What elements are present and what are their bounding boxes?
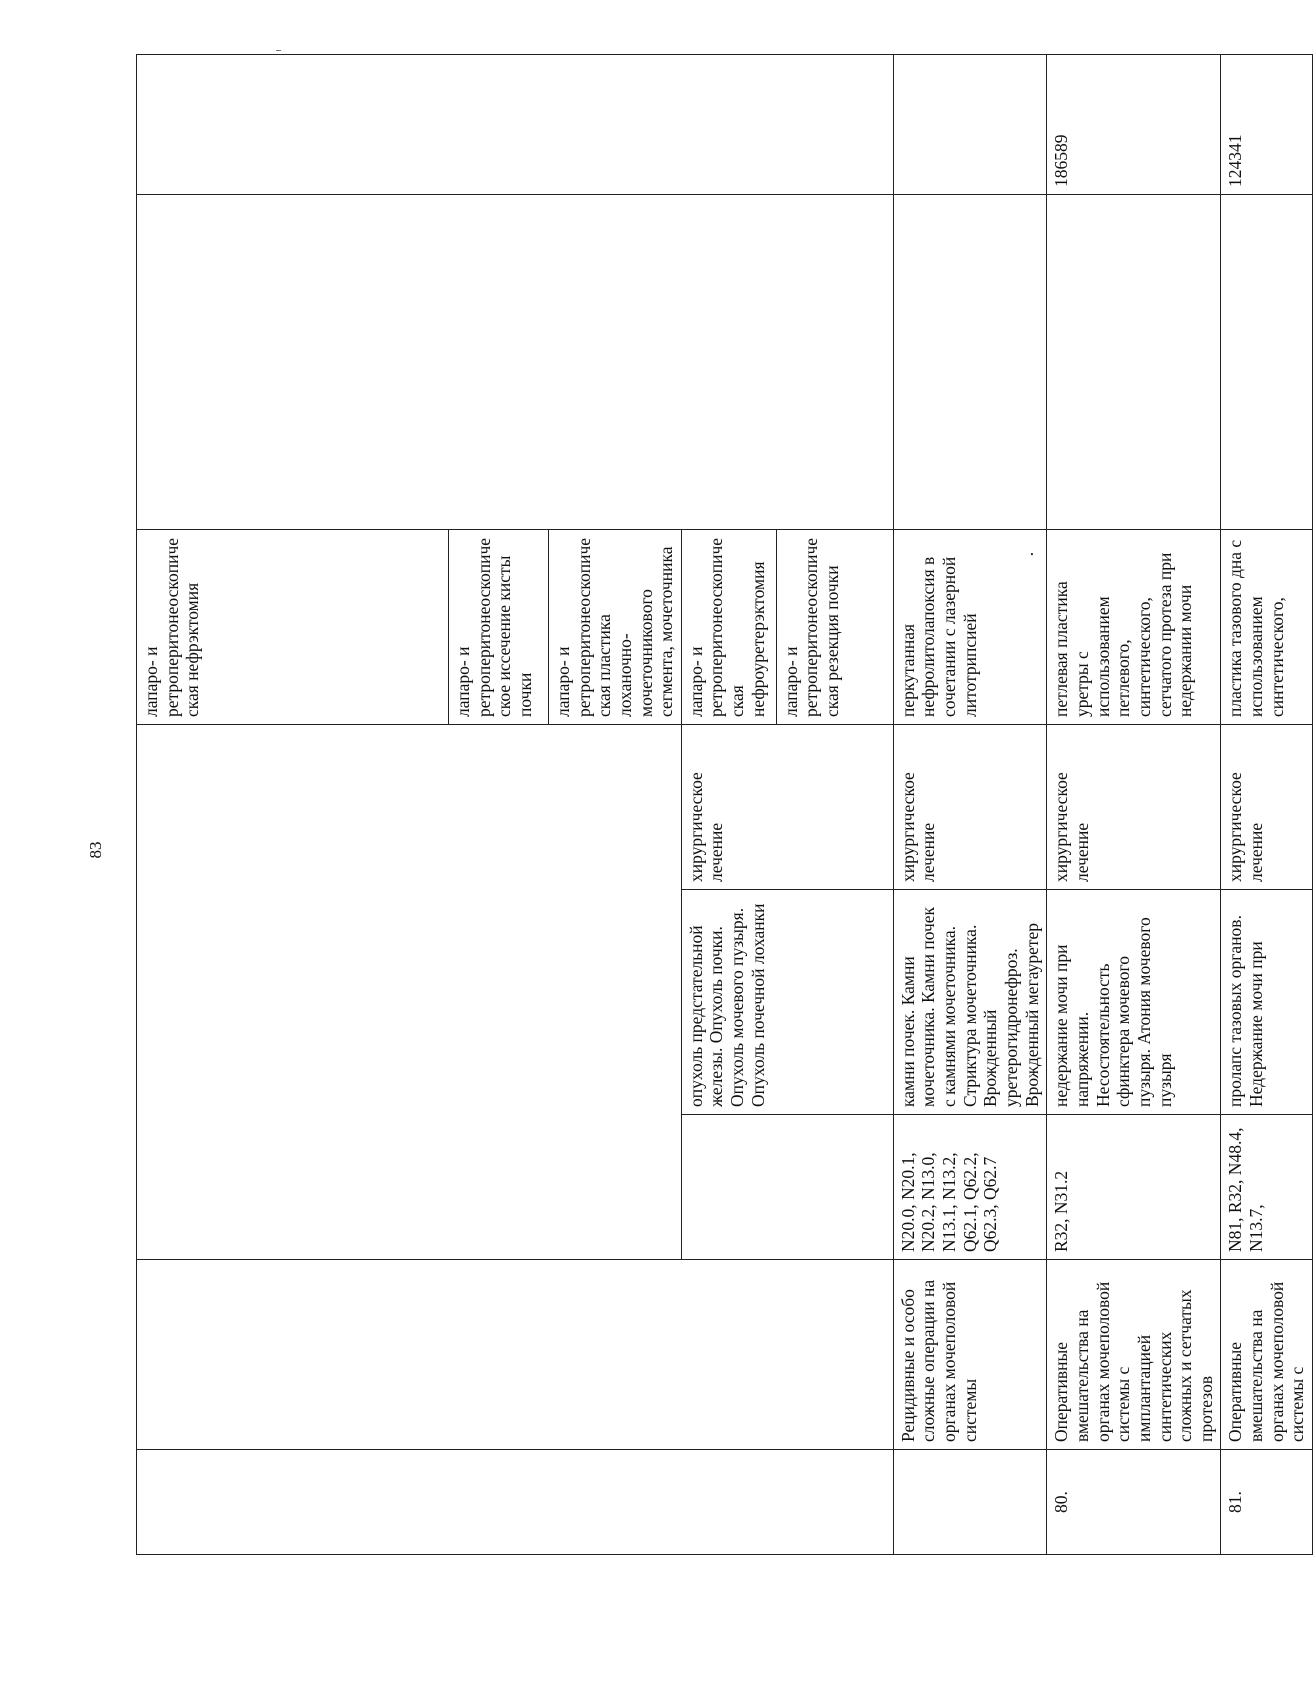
method-cell: лапаро- и ретроперитонеоскопическое иссечение кисты почки bbox=[449, 530, 549, 725]
empty-cell bbox=[137, 1260, 894, 1450]
empty-cell bbox=[137, 195, 894, 530]
scan-mark bbox=[276, 50, 281, 51]
diagnosis-cell: опухоль предстательной железы. Опухоль почки. Опухоль мочевого пузыря. Опухоль почечной лоханки bbox=[681, 890, 893, 1115]
method-cell: лапаро- и ретроперитонеоскопическая резекция почки bbox=[776, 530, 893, 725]
empty-cell bbox=[681, 1115, 893, 1260]
empty-cell bbox=[893, 195, 1046, 530]
treatment-cell: хирургическое лечение bbox=[893, 725, 1046, 890]
group-name-cell: Оперативные вмешательства на органах мочеполовой системы с имплантацией синтетических сложных и сетчатых протезов bbox=[1047, 1260, 1221, 1450]
icd-codes-cell: R32, N31.2 bbox=[1047, 1115, 1221, 1260]
icd-codes-cell: N20.0, N20.1, N20.2, N13.0, N13.1, N13.2, Q62.1, Q62.2, Q62.3, Q62.7 bbox=[893, 1115, 1046, 1260]
cost-cell: 124341 bbox=[1221, 55, 1313, 195]
table-row bbox=[1221, 55, 1313, 1555]
method-text: перкутанная нефролитолапоксия в сочетании с лазерной литотрипсией bbox=[897, 556, 980, 717]
table-row bbox=[137, 55, 449, 1555]
icd-codes-cell: N81, R32, N48.4, N13.7, bbox=[1221, 1115, 1313, 1260]
row-number: 80. bbox=[1047, 1450, 1221, 1555]
method-cell: лапаро- и ретроперитонеоскопическая нефроуретерэктомия bbox=[681, 530, 776, 725]
table-row bbox=[1047, 55, 1221, 1555]
row-number: 81. bbox=[1221, 1450, 1313, 1555]
empty-cell bbox=[137, 55, 894, 195]
page-number: 83 bbox=[86, 841, 105, 859]
empty-cell bbox=[893, 1450, 1046, 1555]
stray-dot: · bbox=[1021, 551, 1042, 557]
method-cell: лапаро- и ретроперитонеоскопическая пластика лоханочно-мочеточникового сегмента, мочеточника bbox=[549, 530, 682, 725]
group-name-cell: Рецидивные и особо сложные операции на органах мочеполовой системы bbox=[893, 1260, 1046, 1450]
diagnosis-cell: недержание мочи при напряжении. Несостоятельность сфинктера мочевого пузыря. Атония мочевого пузыря bbox=[1047, 890, 1221, 1115]
method-cell: лапаро- и ретроперитонеоскопическая нефрэктомия bbox=[137, 530, 449, 725]
treatment-cell: хирургическое лечение bbox=[681, 725, 893, 890]
empty-cell bbox=[1221, 195, 1313, 530]
empty-cell bbox=[137, 1450, 894, 1555]
group-name-cell: Оперативные вмешательства на органах мочеполовой системы с bbox=[1221, 1260, 1313, 1450]
treatment-table bbox=[136, 54, 1313, 1555]
diagnosis-cell: камни почек. Камни мочеточника. Камни почек с камнями мочеточника. Стриктура мочеточника. Врожденный уретерогидронефроз. Врожденный мегауретер bbox=[893, 890, 1046, 1115]
treatment-cell: хирургическое лечение bbox=[1221, 725, 1313, 890]
method-cell: петлевая пластика уретры с использованием петлевого, синтетического, сетчатого протеза при недержании мочи bbox=[1047, 530, 1221, 725]
diagnosis-cell: пролапс тазовых органов. Недержание мочи при bbox=[1221, 890, 1313, 1115]
method-cell: пластика тазового дна с использованием синтетического, bbox=[1221, 530, 1313, 725]
empty-cell bbox=[1047, 195, 1221, 530]
cost-cell: 186589 bbox=[1047, 55, 1221, 195]
empty-cell bbox=[137, 725, 682, 1260]
method-cell bbox=[893, 530, 1046, 725]
table-row bbox=[893, 55, 1046, 1555]
treatment-cell: хирургическое лечение bbox=[1047, 725, 1221, 890]
empty-cell bbox=[893, 55, 1046, 195]
rotated-table-wrapper bbox=[136, 55, 1308, 1555]
